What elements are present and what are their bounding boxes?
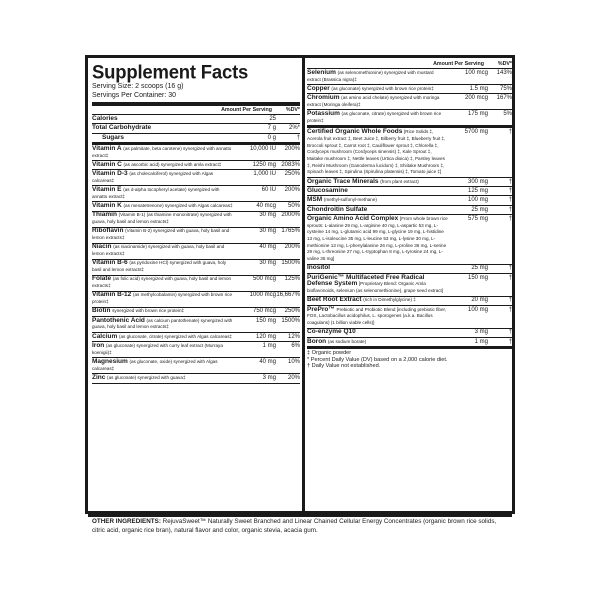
nutrient-dv: † <box>296 134 300 141</box>
nutrient-source: (as gluconate, oxide) synergized with Algas calcareas‡ <box>92 359 218 371</box>
nutrient-amount: 500 mcg <box>252 276 276 283</box>
nutrient-row <box>307 128 512 178</box>
nutrient-amount: 150 mg <box>255 317 276 324</box>
nutrient-name-cell <box>92 318 236 331</box>
nutrient-name-cell <box>92 292 236 305</box>
nutrient-name-cell <box>307 179 448 186</box>
nutrient-name-cell <box>92 375 236 382</box>
nutrient-name-cell <box>92 308 236 315</box>
nutrient-amount: 120 mg <box>255 333 276 340</box>
nutrient-name: Potassium <box>307 110 340 118</box>
nutrient-source: (from plant extract) <box>380 178 419 184</box>
nutrient-name-cell <box>307 95 448 108</box>
nutrient-name-cell <box>92 171 236 184</box>
nutrient-row <box>307 94 512 110</box>
nutrient-row <box>92 202 300 211</box>
nutrient-row <box>307 306 512 329</box>
nutrient-name-cell <box>307 188 448 195</box>
nutrient-amount: 175 mg <box>467 111 488 118</box>
nutrient-dv: 200% <box>284 244 300 251</box>
nutrient-amount: 1.5 mg <box>469 85 488 92</box>
nutrient-name: Co-enzyme Q10 <box>307 328 356 336</box>
nutrient-dv: 10% <box>287 359 300 366</box>
other-ingredients-text: RejuvaSweet™ Naturally Sweet Branched and Linear Chained Cellular Energy Concentrates (organic brown rice solids, citric acid, organic rice bran), natural flavor and color, organic stevia, acacia gum. <box>92 518 497 534</box>
nutrient-amount: 25 <box>269 115 276 122</box>
nutrient-name-cell <box>307 297 448 304</box>
nutrient-source: (as calcium pantothenate) synergized with guava, holy basil and lemon extracts‡ <box>92 317 233 330</box>
nutrient-amount: 1 mg <box>262 343 276 350</box>
nutrient-source: synergized with brown rice protein‡ <box>112 308 185 314</box>
nutrient-amount: 100 mg <box>467 306 488 313</box>
left-nutrient-list <box>92 115 300 383</box>
nutrient-row <box>92 276 300 292</box>
nutrient-name: MSM <box>307 196 323 204</box>
nutrient-amount: 200 mcg <box>464 95 488 102</box>
nutrient-dv: † <box>508 178 512 185</box>
nutrient-row <box>92 186 300 202</box>
nutrient-name: Chromium <box>307 94 340 102</box>
nutrient-name-cell <box>307 111 448 124</box>
nutrient-row <box>92 342 300 358</box>
nutrient-name-cell <box>92 228 236 241</box>
nutrient-row <box>92 308 300 317</box>
nutrient-name-cell <box>307 70 448 83</box>
right-dv-header: %DV* <box>497 61 512 67</box>
nutrient-amount: 7 g <box>267 125 276 132</box>
nutrient-row <box>307 215 512 265</box>
nutrient-name-cell <box>92 116 236 123</box>
panel-title: Supplement Facts <box>92 60 249 83</box>
nutrient-source: (as d-alpha tocopheryl acetate) synergized with annatto extract‡ <box>92 187 220 199</box>
nutrient-name-cell <box>92 276 236 289</box>
nutrient-dv: 1765% <box>281 228 300 235</box>
nutrient-name: Folate <box>92 275 112 283</box>
nutrient-source: (as amino acid chelate) synergized with moringa extract (Moringa oleifera)‡ <box>307 95 440 107</box>
nutrient-amount: 30 mg <box>259 212 276 219</box>
nutrient-source: Prebiotic and Probiotic Blend [including prebiotic fiber, FOS, Lactobacillus acidophilus, L. sporogenes (a.k.a. Bacillus coagulans) (1 billion viable cells)] <box>307 306 447 326</box>
nutrient-amount: 125 mg <box>467 187 488 194</box>
nutrient-amount: 100 mg <box>467 197 488 204</box>
footnote-dv-basis: * Percent Daily Value (DV) based on a 2,000 calorie diet. <box>307 356 448 363</box>
nutrient-name: Certified Organic Whole Foods <box>307 128 403 136</box>
nutrient-name-cell <box>92 359 236 372</box>
nutrient-row <box>92 317 300 333</box>
nutrient-name: Thiamin <box>92 211 117 219</box>
nutrient-amount: 40 mg <box>259 359 276 366</box>
nutrient-row <box>92 124 300 133</box>
nutrient-source: [Proprietary Blend: Organic Amla bioflavonoids, selenium (as selenomethionine), grape seed extract] <box>307 281 444 294</box>
nutrient-name-cell <box>92 162 236 169</box>
nutrient-name-cell <box>307 329 448 336</box>
serving-size: Serving Size: 2 scoops (16 g) <box>92 83 184 90</box>
nutrient-name: Vitamin D-3 <box>92 170 128 178</box>
nutrient-dv: 75% <box>499 85 512 92</box>
right-column <box>307 60 512 370</box>
footnote-dv-not-established: † Daily Value not established. <box>307 363 381 370</box>
nutrient-dv: 1500% <box>281 317 300 324</box>
nutrient-source: (as gluconate, citrate) synergized with brown rice protein‡ <box>307 111 442 123</box>
nutrient-name: Niacin <box>92 243 112 251</box>
nutrient-dv: 12% <box>287 333 300 340</box>
nutrient-name: Sugars <box>102 133 125 141</box>
nutrient-amount: 750 mcg <box>252 308 276 315</box>
nutrient-name: Vitamin B-12 <box>92 291 132 299</box>
nutrient-source: (Vitamin B-1) (as thiamine mononitrate) synergized with guava, holy basil and lemon extracts‡ <box>92 212 232 225</box>
nutrient-dv: † <box>508 297 512 304</box>
nutrient-amount: 150 mg <box>467 274 488 281</box>
nutrient-amount: 10,000 IU <box>249 145 276 152</box>
nutrient-name-cell <box>92 187 236 200</box>
nutrient-name-cell <box>92 260 236 273</box>
nutrient-amount: 1 mg <box>474 338 488 345</box>
nutrient-source: (as cholecalciferol) synergized with Algas calcareas‡ <box>92 171 214 183</box>
nutrient-dv: † <box>508 329 512 336</box>
nutrient-amount: 30 mg <box>259 228 276 235</box>
nutrient-dv: † <box>508 197 512 204</box>
nutrient-dv: 2%* <box>288 125 300 132</box>
nutrient-amount: 100 mcg <box>464 69 488 76</box>
nutrient-row <box>92 145 300 161</box>
nutrient-source: (as gluconate) synergized with guava‡ <box>107 375 186 381</box>
nutrient-name-cell <box>307 275 448 295</box>
left-column <box>92 60 300 384</box>
nutrient-name: Organic Trace Minerals <box>307 177 379 185</box>
nutrient-name: Iron <box>92 342 105 350</box>
nutrient-source: (as selenomethionine) synergized with mustard extract (Brassica nigra)‡ <box>307 69 434 82</box>
nutrient-row <box>92 134 300 145</box>
nutrient-amount: 30 mg <box>259 260 276 267</box>
nutrient-name: Vitamin B-6 <box>92 259 128 267</box>
nutrient-name-cell <box>307 216 448 263</box>
nutrient-name: Biotin <box>92 307 111 315</box>
nutrient-dv: † <box>508 206 512 213</box>
nutrient-row <box>307 196 512 205</box>
nutrient-row <box>92 260 300 276</box>
nutrient-name: Vitamin E <box>92 186 122 194</box>
nutrient-amount: 1250 mg <box>252 161 276 168</box>
amount-header: Amount Per Serving <box>221 107 272 114</box>
nutrient-source: (as folic acid) synergized with guava, holy basil and lemon extracts‡ <box>92 276 232 289</box>
nutrient-name: Vitamin A <box>92 144 122 152</box>
nutrient-dv: † <box>508 274 512 281</box>
footnote-organic: ‡ Organic powder <box>307 350 352 357</box>
nutrient-name-cell <box>92 203 236 210</box>
nutrient-amount: 575 mg <box>467 215 488 222</box>
nutrient-source: (methyl-sulfonyl-methane) <box>323 197 377 203</box>
nutrient-amount: 60 IU <box>261 187 276 194</box>
servings-per-container: Servings Per Container: 30 <box>92 91 177 99</box>
nutrient-name: Organic Amino Acid Complex <box>307 214 399 222</box>
nutrient-amount: 25 mg <box>471 206 488 213</box>
nutrient-row <box>307 85 512 94</box>
column-divider <box>302 58 305 511</box>
nutrient-source: (as sodium borate) <box>327 338 367 344</box>
nutrient-source: (Vitamin B-2) synergized with guava, holy basil and lemon extracts‡ <box>92 228 230 241</box>
nutrient-amount: 300 mg <box>467 178 488 185</box>
nutrient-row <box>92 333 300 342</box>
nutrient-row <box>307 178 512 187</box>
nutrient-name: Zinc <box>92 374 106 382</box>
right-nutrient-list <box>307 69 512 349</box>
nutrient-name: Total Carbohydrate <box>92 124 152 132</box>
nutrient-name: Chondroitin Sulfate <box>307 205 368 213</box>
nutrient-row <box>307 329 512 338</box>
nutrient-dv: 250% <box>284 308 300 315</box>
other-ingredients <box>92 518 510 535</box>
right-column-header <box>307 60 512 69</box>
nutrient-name-cell <box>92 125 236 132</box>
nutrient-row <box>92 374 300 383</box>
nutrient-row <box>307 265 512 274</box>
nutrient-dv: 200% <box>284 145 300 152</box>
nutrient-row <box>92 244 300 260</box>
nutrient-row <box>92 212 300 228</box>
nutrient-name: PrePro™ <box>307 305 335 313</box>
nutrient-row <box>307 338 512 349</box>
nutrient-amount: 0 g <box>267 134 276 141</box>
nutrient-row <box>92 161 300 170</box>
nutrient-dv: 6% <box>291 343 300 350</box>
nutrient-name-cell <box>92 146 236 159</box>
nutrient-name: Inositol <box>307 264 331 272</box>
nutrient-source: (as gluconate) synergized with curry leaf extract (Murraya koenigii)‡ <box>92 343 223 355</box>
dv-header: %DV* <box>285 107 300 114</box>
nutrient-dv: 1500% <box>281 260 300 267</box>
nutrient-name-cell <box>92 135 236 142</box>
right-amount-header: Amount Per Serving <box>433 61 484 67</box>
nutrient-name: PuriGenic™ Multifaceted Free Radical Defense System <box>307 273 425 288</box>
nutrient-name: Pantothenic Acid <box>92 316 145 324</box>
nutrient-name: Beet Root Extract <box>307 296 362 304</box>
supplement-facts-panel <box>85 55 515 534</box>
nutrient-row <box>307 206 512 215</box>
nutrient-name: Glucosamine <box>307 186 348 194</box>
column-header <box>92 102 300 115</box>
nutrient-row <box>92 170 300 186</box>
nutrient-source: (as methylcobalamin) synergized with brown rice protein‡ <box>92 292 232 305</box>
nutrient-name-cell <box>92 334 236 341</box>
nutrient-row <box>307 187 512 196</box>
nutrient-dv: 20% <box>287 375 300 382</box>
nutrient-name: Calcium <box>92 332 118 340</box>
nutrient-row <box>92 115 300 124</box>
nutrient-amount: 25 mg <box>471 265 488 272</box>
nutrient-dv: 250% <box>284 171 300 178</box>
nutrient-row <box>307 297 512 306</box>
nutrient-amount: 3 mg <box>474 329 488 336</box>
nutrient-dv: † <box>508 187 512 194</box>
nutrient-name-cell <box>307 307 448 327</box>
other-ingredients-label: OTHER INGREDIENTS: <box>92 518 161 525</box>
nutrient-dv: † <box>508 129 512 136</box>
nutrient-source: (as pyridoxine HCl) synergized with guava, holy basil and lemon extracts‡ <box>92 260 227 273</box>
footnotes <box>307 349 512 370</box>
nutrient-name-cell <box>307 207 448 214</box>
nutrient-row <box>307 69 512 85</box>
nutrient-source: (rich in Dimethylglycine) ‡ <box>363 297 416 303</box>
nutrient-row <box>92 358 300 374</box>
nutrient-amount: 40 mcg <box>256 203 276 210</box>
nutrient-source: (as palmitate, beta carotene) synergized with annatto extract‡ <box>92 145 232 158</box>
nutrient-source: [Rice Solids ‡, Acerola fruit extract ‡, Beet Juice ‡, Bilberry fruit ‡, Blueberry fruit ‡, Broccoli sprout ‡, Carrot root ‡, Cauliflower sprout ‡, Chlorella ‡, Cordyceps mushroom (Cordyceps sinensis) ‡, Kale Sprout ‡, Maitake mushroom ‡, Nettle leaves (Urtica dioica) ‡, Parsley leaves ‡, Reishi Mushroom (Ganoderma lucidum) ‡, Shiitake Mushroom ‡, Spinach leaves ‡, Spirulina (Spirulina platensis) ‡, Tomato juice ‡] <box>307 129 446 175</box>
nutrient-name: Copper <box>307 84 330 92</box>
nutrient-name: Magnesium <box>92 358 128 366</box>
nutrient-amount: 3 mg <box>262 375 276 382</box>
nutrient-name-cell <box>307 339 448 346</box>
nutrient-name: Calories <box>92 114 118 122</box>
nutrient-source: (as gluconate) synergized with brown rice protein‡ <box>331 85 434 91</box>
nutrient-name: Vitamin C <box>92 160 122 168</box>
nutrient-source: [From whole brown rice sprouts: L-alanine 29 mg, L-arginine 40 mg, L-aspartic 53 mg, L-cysteine 14 mg, L-glutamic acid 99 mg, L-glycine 19 mg, L-histidine 13 mg, L-isoleucine 35 mg, L-leucine 53 mg, L-lysine 30 mg, L-methionine 13 mg, L-phenylalanine 26 mg, L-proline 36 mg, L-serine 29 mg, L-threonine 27 mg, L-tryptophan 8 mg, L-tyrosine 24 mg, L-valine 35 mg] <box>307 215 448 262</box>
nutrient-name: Boron <box>307 337 327 345</box>
nutrient-dv: 143% <box>496 69 512 76</box>
nutrient-dv: † <box>508 306 512 313</box>
nutrient-row <box>307 110 512 128</box>
nutrient-dv: 16,667% <box>276 292 300 299</box>
nutrient-amount: 20 mg <box>471 297 488 304</box>
nutrient-dv: 50% <box>287 203 300 210</box>
nutrient-name: Riboflavin <box>92 227 124 235</box>
nutrient-amount: 1000 mcg <box>249 292 276 299</box>
other-ingredients-divider <box>88 513 512 517</box>
nutrient-name-cell <box>92 244 236 257</box>
nutrient-dv: 167% <box>496 95 512 102</box>
nutrient-name: Vitamin K <box>92 202 122 210</box>
nutrient-dv: 5% <box>503 111 512 118</box>
nutrient-source: (as gluconate, citrate) synergized with Algas calcareas‡ <box>118 333 233 339</box>
nutrient-name: Selenium <box>307 68 336 76</box>
nutrient-amount: 1,000 IU <box>253 171 276 178</box>
nutrient-dv: † <box>508 215 512 222</box>
nutrient-name-cell <box>307 86 448 93</box>
nutrient-dv: 125% <box>284 276 300 283</box>
nutrient-source: (as ascorbic acid) synergized with amla extract‡ <box>123 161 222 167</box>
nutrient-name-cell <box>307 129 448 176</box>
nutrient-dv: † <box>508 338 512 345</box>
nutrient-dv: 2083% <box>281 161 300 168</box>
nutrient-amount: 40 mg <box>259 244 276 251</box>
nutrient-name-cell <box>307 265 448 272</box>
nutrient-source: (as menatetrenone) synergized with Algas calcareas‡ <box>123 203 233 209</box>
nutrient-amount: 5700 mg <box>464 129 488 136</box>
nutrient-name-cell <box>92 343 236 356</box>
nutrient-row <box>307 274 512 297</box>
nutrient-dv: † <box>508 265 512 272</box>
nutrient-row <box>92 292 300 308</box>
nutrient-name-cell <box>92 212 236 225</box>
nutrient-source: (as niacinamide) synergized with guava, holy basil and lemon extracts‡ <box>92 244 225 257</box>
nutrient-row <box>92 228 300 244</box>
nutrient-dv: 200% <box>284 187 300 194</box>
nutrient-name-cell <box>307 197 448 204</box>
nutrient-dv: 2000% <box>281 212 300 219</box>
